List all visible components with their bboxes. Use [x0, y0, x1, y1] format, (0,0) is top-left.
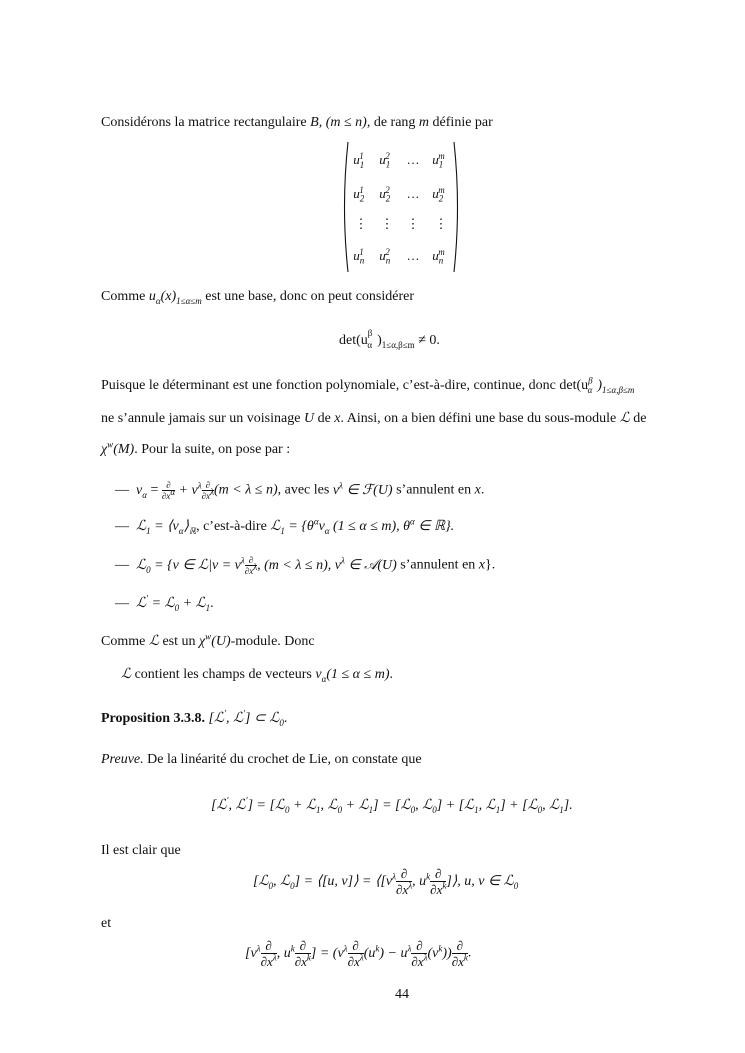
text: Comme	[101, 289, 149, 304]
matrix-cell: $u_n^2$	[379, 246, 391, 266]
matrix-cell: $u_n^m$	[432, 246, 445, 266]
paragraph-intro	[101, 115, 493, 131]
matrix-cell: $u_2^2$	[379, 184, 391, 204]
equation-det: $\det(u^\beta_\alpha$ )$_{1\le\alpha,\beta\le m} \ne 0$.	[339, 328, 440, 350]
equation-last: [$v^\lambda$ ∂ $\partial x^\lambda$ , $u^k$ ∂ $\partial x^k$ ] = ($v^\lambda$ ∂ $\partial x^\lambda$ $(u^k) - u^\lambda$ ∂ $\partial x^\lambda$ $(v^k)$) ∂ $\partial x^k$ .	[245, 938, 472, 969]
page-number: 44	[395, 987, 409, 1002]
math-u: $u_\alpha(x)_{1\le\alpha\le m}$	[148, 289, 202, 306]
equation-bracket: [ℒ′, ℒ′] = [ℒ$_0$ + ℒ$_1$, ℒ$_0$ + ℒ$_1$] = [ℒ$_0$, ℒ$_0$] + [ℒ$_1$, ℒ$_1$] + [ℒ$_0$, ℒ$_1$].	[211, 795, 573, 815]
list-item: — ℒ$_1$ = $⟨v_\alpha⟩_ℝ$, c’est-à-dire ℒ$_1$ = {$\theta^\alpha v_\alpha$ (1 ≤ α ≤ m), $\theta^\alpha$ ∈ ℝ}.	[115, 516, 455, 536]
matrix-cell: ⋮	[354, 216, 368, 231]
paragraph-base	[101, 289, 414, 305]
matrix-cell: …	[406, 248, 420, 263]
matrix-cell: ⋮	[434, 216, 448, 231]
math-B: B	[310, 115, 319, 130]
list-item: — ℒ$_0$ = {v ∈ ℒ|v = $v^\lambda$ $\frac{\partial}{\partial x^\lambda}$ , (m < λ ≤ n), $v^\lambda$ ∈ 𝒜(U) s’annulent en x}.	[115, 555, 496, 576]
math-m: m	[418, 115, 430, 130]
paragraph-polynomial-line3: $\chi^w(M)$. Pour la suite, on pose par :	[101, 439, 291, 457]
matrix-cell: …	[406, 186, 420, 201]
text: Considérons la matrice rectangulaire	[101, 115, 311, 130]
equation-l0: [ℒ$_0$, ℒ$_0$] = ⟨[u, v]⟩ = $⟨[v^\lambda$ ∂ $\partial x^\lambda$ , $u^k$ ∂ $\partial x^k$ ]⟩, u, v ∈ ℒ$_0$	[253, 866, 519, 897]
matrix-B	[341, 140, 461, 274]
paragraph-polynomial-line1: Puisque le déterminant est une fonction polynomiale, c’est-à-dire, continue, donc $\det(u^\beta_\alpha$ )$_{1\le\alpha,\beta\le m}$	[101, 375, 635, 395]
matrix-cell: $u_2^1$	[353, 184, 365, 204]
list-item: — ℒ′ = ℒ$_0$ + ℒ$_1$.	[115, 593, 214, 613]
matrix-cell: $u_1^m$	[432, 150, 445, 170]
matrix-cell: $u_1^1$	[353, 150, 365, 170]
matrix-cell: $u_n^1$	[353, 246, 365, 266]
list-item: — $v_\alpha$ = $\frac{\partial}{\partial x^\alpha}$ + $v^\lambda$ $\frac{\partial}{\partial x^\lambda}$ (m < λ ≤ n), avec les $v^\lambda$ ∈ ℱ(U) s’annulent en x.	[115, 480, 485, 501]
math-cond: , (m ≤ n)	[318, 115, 367, 130]
text: définie par	[429, 115, 493, 130]
paragraph-polynomial-line2: ne s’annule jamais sur un voisinage U de x. Ainsi, on a bien défini une base du sous-module ℒ de	[101, 411, 647, 426]
paragraph-et: et	[101, 916, 112, 931]
paragraph-contains: ℒ contient les champs de vecteurs $v_\alpha(1 \le \alpha \le m)$.	[121, 667, 393, 684]
matrix-cell: ⋮	[380, 216, 394, 231]
paragraph-module: Comme ℒ est un $\chi^w(U)$-module. Donc	[101, 631, 315, 649]
matrix-cell: …	[406, 152, 420, 167]
text: est une base, donc on peut considérer	[201, 289, 414, 304]
proposition: Proposition 3.3.8. [ℒ′, ℒ′] ⊂ ℒ$_0$.	[101, 708, 288, 728]
proof-intro: Preuve. De la linéarité du crochet de Lie, on constate que	[101, 752, 422, 767]
matrix-cell: ⋮	[406, 216, 420, 231]
paragraph-clair: Il est clair que	[101, 843, 181, 858]
matrix-cell: $u_1^2$	[379, 150, 391, 170]
text: , de rang	[366, 115, 419, 130]
matrix-cell: $u_2^m$	[432, 184, 445, 204]
